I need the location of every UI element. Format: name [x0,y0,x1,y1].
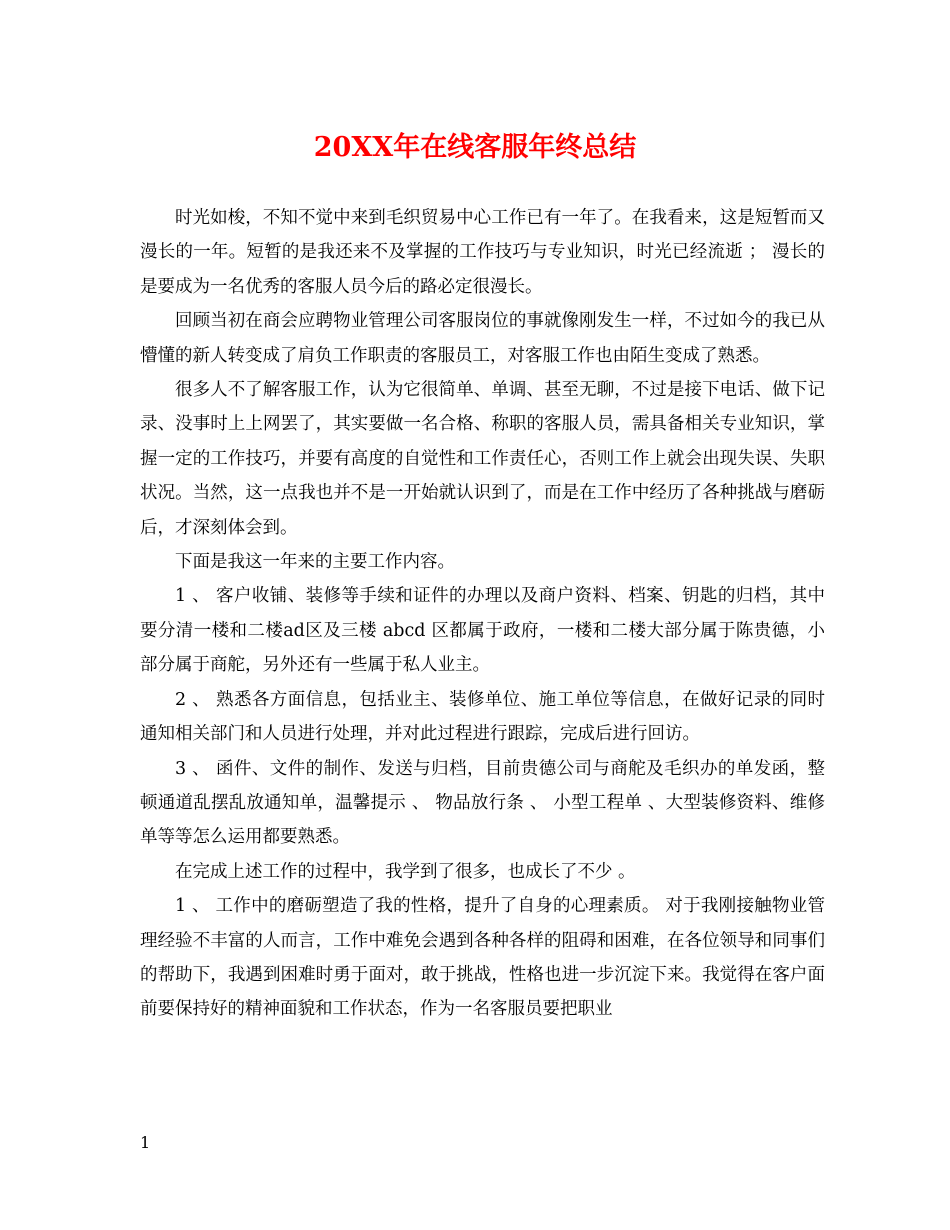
paragraph: 3 、 函件、文件的制作、发送与归档，目前贵德公司与商舵及毛织办的单发函，整顿通道乱摆乱放通知单，温馨提示 、 物品放行条 、 小型工程单 、大型装修资料、维修单等等怎么运用都要熟悉。 [140,758,825,848]
document-title: 20XX年在线客服年终总结 [313,132,637,163]
paragraph: 时光如梭，不知不觉中来到毛织贸易中心工作已有一年了。在我看来，这是短暂而又漫长的一年。短暂的是我还来不及掌握的工作技巧与专业知识，时光已经流逝 ； 漫长的是要成为一名优秀的客服人员今后的路必定很漫长。 [140,208,825,297]
paragraph: 回顾当初在商会应聘物业管理公司客服岗位的事就像刚发生一样，不过如今的我已从懵懂的新人转变成了肩负工作职责的客服员工，对客服工作也由陌生变成了熟悉。 [140,311,825,366]
paragraph: 在完成上述工作的过程中，我学到了很多，也成长了不少 。 [175,861,636,882]
paragraph: 1 、 客户收铺、装修等手续和证件的办理以及商户资料、档案、钥匙的归档，其中要分清一楼和二楼ad区及三楼 abcd 区都属于政府，一楼和二楼大部分属于陈贵德，小部分属于商舵，另外还有一些属于私人业主。 [140,586,825,676]
paragraph: 2 、 熟悉各方面信息，包括业主、装修单位、施工单位等信息，在做好记录的同时通知相关部门和人员进行处理，并对此过程进行跟踪，完成后进行回访。 [140,689,825,745]
document-body [140,201,825,1027]
page-number: 1 [140,1133,151,1152]
paragraph: 很多人不了解客服工作，认为它很简单、单调、甚至无聊，不过是接下电话、做下记录、没事时上上网罢了，其实要做一名合格、称职的客服人员，需具备相关专业知识，掌握一定的工作技巧，并要有高度的自觉性和工作责任心，否则工作上就会出现失误、失职状况。当然，这一点我也并不是一开始就认识到了，而是在工作中经历了各种挑战与磨砺后，才深刻体会到。 [140,380,825,538]
paragraph: 1 、 工作中的磨砺塑造了我的性格，提升了自身的心理素质。 对于我刚接触物业管理经验不丰富的人而言，工作中难免会遇到各种各样的阻碍和困难，在各位领导和同事们的帮助下，我遇到困难时勇于面对，敢于挑战，性格也进一步沉淀下来。我觉得在客户面前要保持好的精神面貌和工作状态，作为一名客服员要把职业 [140,896,825,1020]
paragraph: 下面是我这一年来的主要工作内容。 [175,552,455,573]
